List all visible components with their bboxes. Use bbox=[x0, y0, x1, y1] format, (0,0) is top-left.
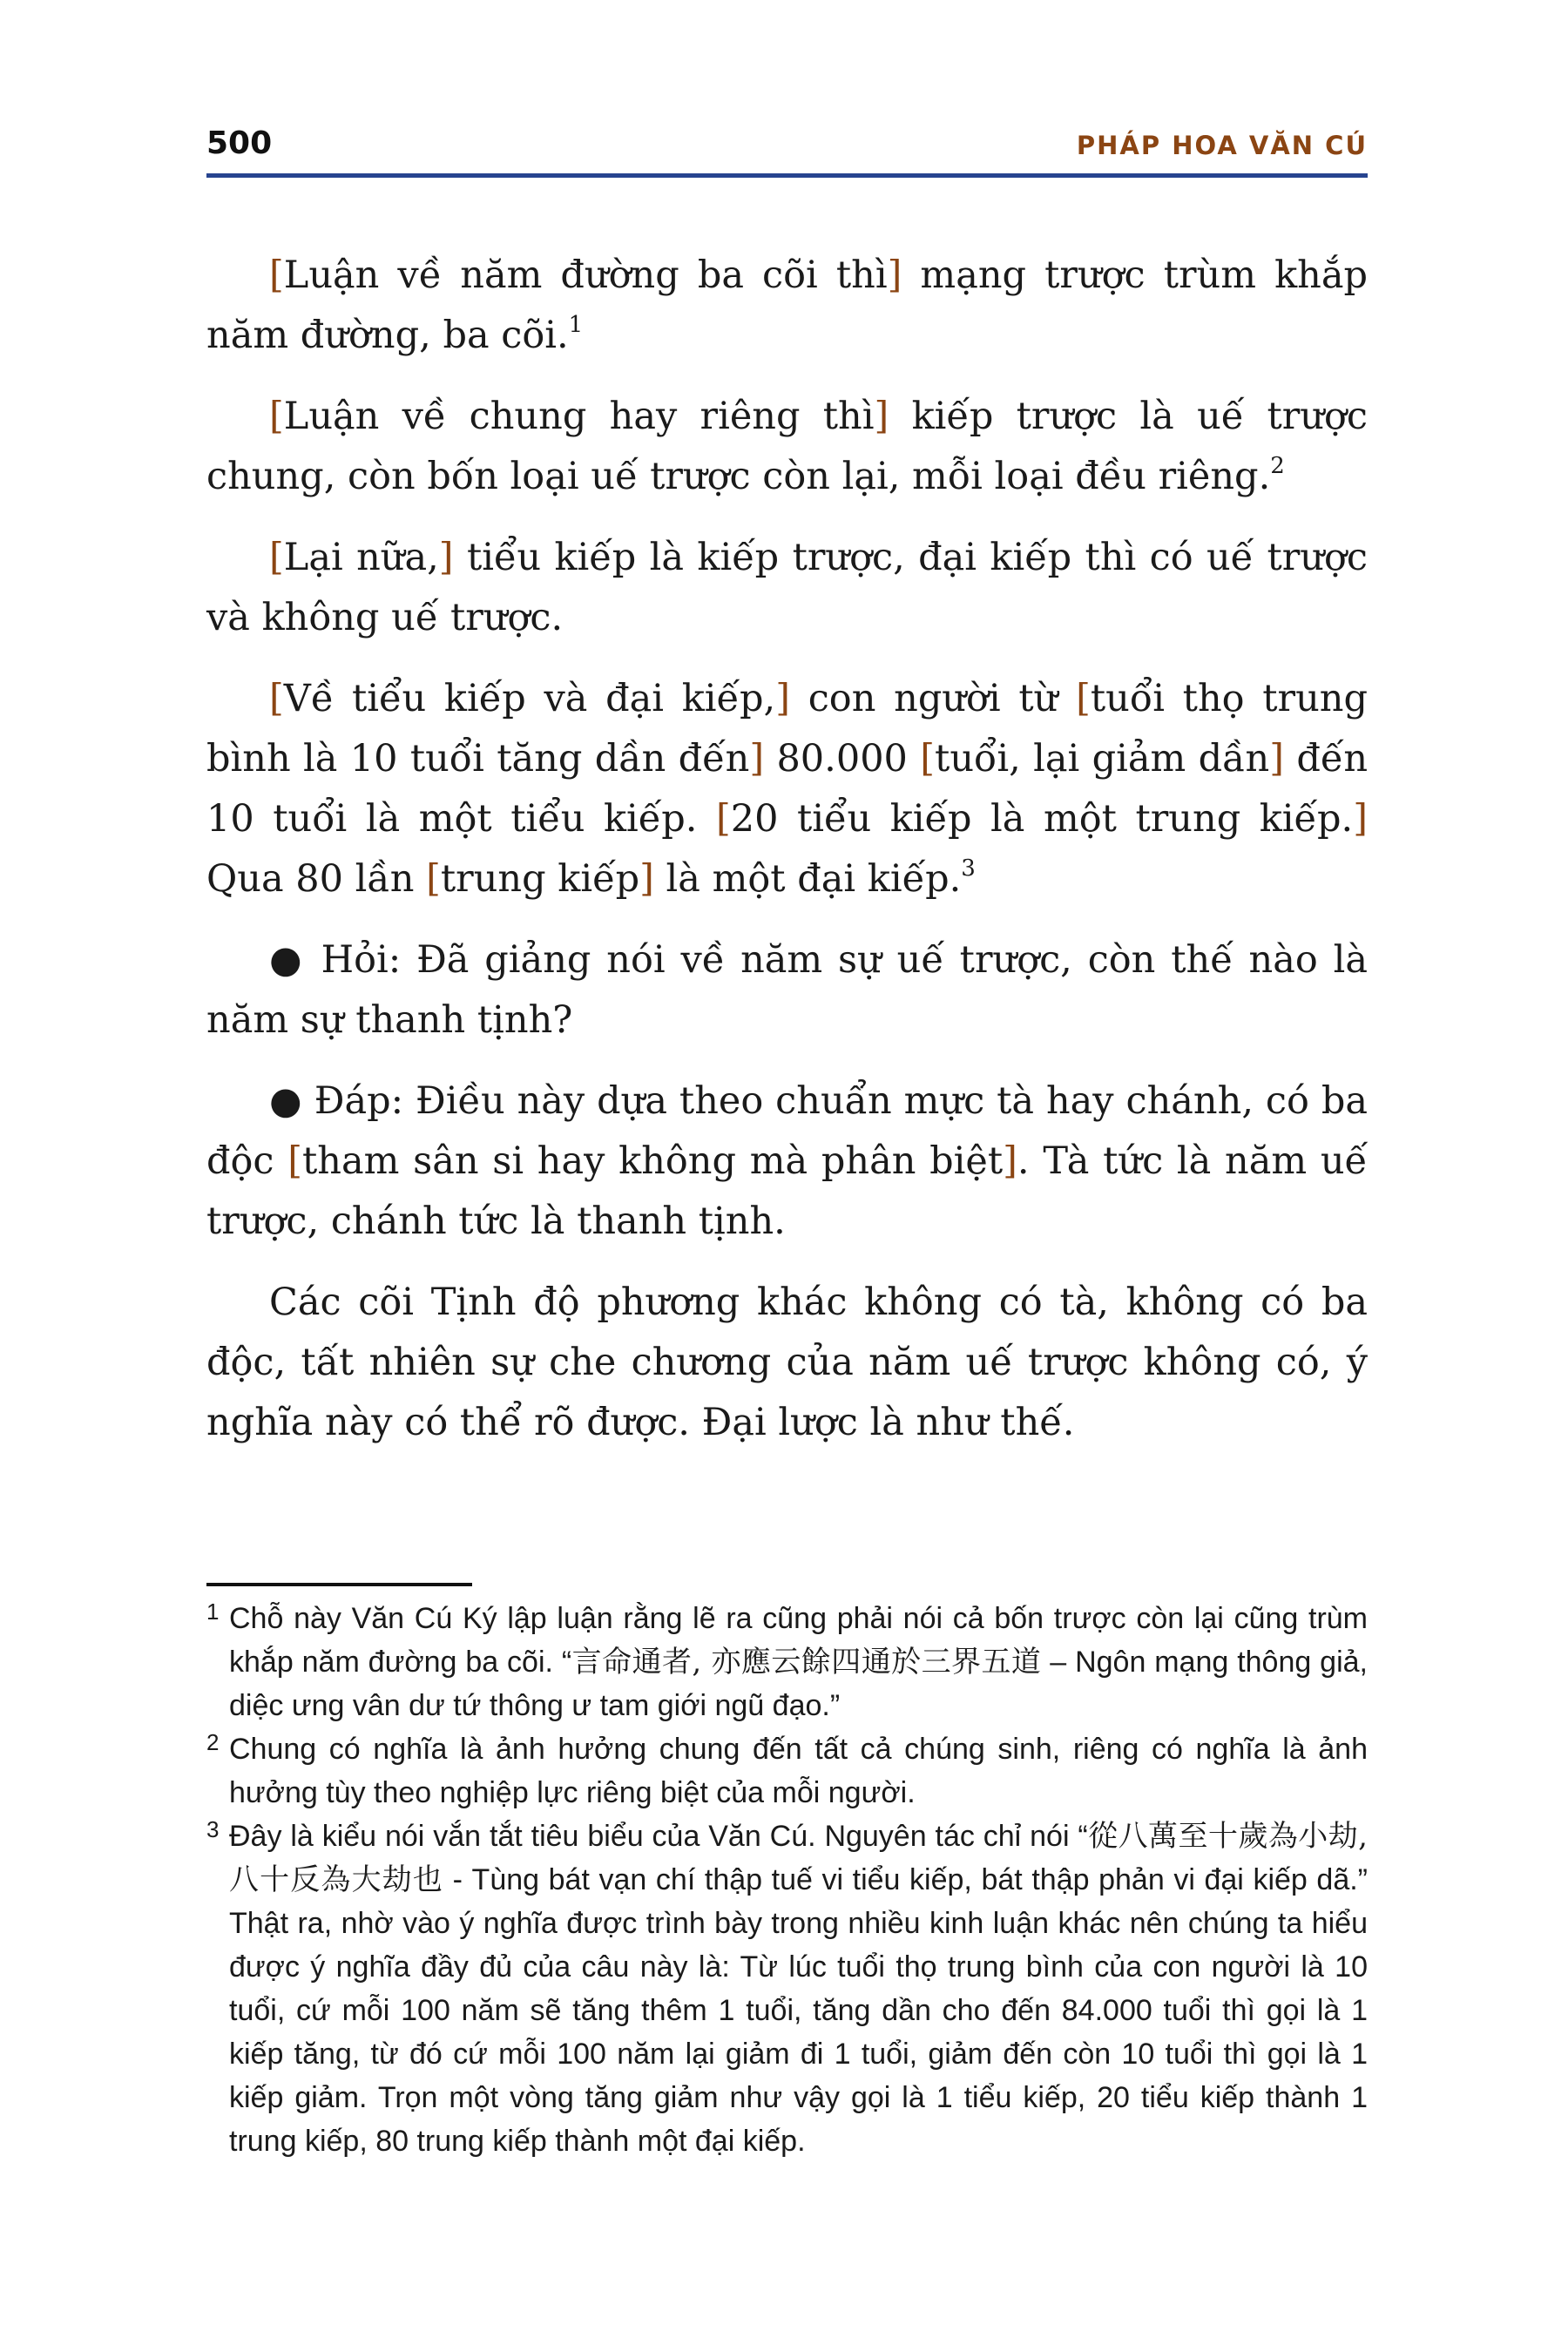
bracket-close: ] bbox=[874, 395, 889, 438]
page-number: 500 bbox=[206, 125, 273, 161]
paragraph-7 bbox=[206, 1273, 1368, 1453]
bracket-open: [ bbox=[269, 536, 284, 579]
footnote-2: 2 Chung có nghĩa là ảnh hưởng chung đến tất cả chúng sinh, riêng có nghĩa là ảnh hưởng tùy theo nghiệp lực riêng biệt của mỗi người. bbox=[206, 1729, 1368, 1809]
editorial-insertion: tham sân si hay không mà phân biệt bbox=[302, 1139, 1004, 1183]
footnote-text: Chung có nghĩa là ảnh hưởng chung đến tất cả chúng sinh, riêng có nghĩa là ảnh hưởng tùy theo nghiệp lực riêng biệt của mỗi người. bbox=[229, 1733, 1368, 1809]
bracket-close: ] bbox=[1353, 797, 1368, 841]
paragraph-text: . Tà tức là năm uế trược, chánh tức là thanh tịnh. bbox=[206, 1139, 1368, 1243]
bracket-open: [ bbox=[715, 797, 731, 841]
bracket-close: ] bbox=[1003, 1139, 1017, 1183]
paragraph-text: kiếp trược là uế trược chung, còn bốn loại uế trược còn lại, mỗi loại đều riêng. bbox=[206, 395, 1369, 498]
running-title: PHÁP HOA VĂN CÚ bbox=[1076, 131, 1368, 160]
paragraph-question bbox=[206, 930, 1368, 1051]
bracket-open: [ bbox=[287, 1139, 303, 1183]
paragraph-text: Các cõi Tịnh độ phương khác không có tà, không có ba độc, tất nhiên sự che chương của năm uế trược không có, ý nghĩa này có thể rõ được. Đại lược là như thế. bbox=[206, 1281, 1368, 1444]
bracket-close: ] bbox=[749, 737, 765, 781]
footnotes bbox=[206, 1597, 1368, 2163]
bracket-open: [ bbox=[269, 395, 284, 438]
paragraph-1 bbox=[206, 246, 1368, 366]
paragraph-text: tiểu kiếp là kiếp trược, đại kiếp thì có uế trược và không uế trược. bbox=[206, 536, 1368, 639]
page-header bbox=[206, 122, 1368, 166]
paragraph-4 bbox=[206, 669, 1368, 909]
bracket-open: [ bbox=[426, 857, 441, 901]
footnote-text: Đây là kiểu nói vắn tắt tiêu biểu của Văn Cú. Nguyên tác chỉ nói “ bbox=[229, 1820, 1088, 1853]
paragraph-2 bbox=[206, 387, 1368, 507]
chinese-quote: 言命通者, 亦應云餘四通於三界五道 bbox=[571, 1645, 1042, 1680]
footnote-text: – Ngôn mạng thông giả, diệc ưng vân dư tứ thông ư tam giới ngũ đạo.” bbox=[229, 1646, 1368, 1722]
footnote-text: - Tùng bát vạn chí thập tuế vi tiểu kiếp, bát thập phản vi đại kiếp dã.” Thật ra, nhờ vào ý nghĩa được trình bày trong nhiều kinh luận khác nên chúng ta hiểu được ý nghĩa đầy đủ của câu này là: Từ lúc tuổi thọ trung bình của con người là 10 tuổi, cứ mỗi 100 năm sẽ tăng thêm 1 tuổi, tăng dần cho đến 84.000 tuổi thì gọi là 1 kiếp tăng, từ đó cứ mỗi 100 năm lại giảm đi 1 tuổi, giảm đến còn 10 tuổi thì gọi là 1 kiếp giảm. Trọn một vòng tăng giảm như vậy gọi là 1 tiểu kiếp, 20 tiểu kiếp thành 1 trung kiếp, 80 trung kiếp thành một đại kiếp. bbox=[229, 1863, 1369, 2158]
paragraph-text: đến 10 tuổi là một tiểu kiếp. bbox=[206, 737, 1369, 841]
header-rule bbox=[206, 173, 1368, 178]
footnote-ref-3[interactable]: 3 bbox=[961, 855, 976, 882]
chinese-quote: 從八萬至十歲為小劫, 八十反為大劫也 bbox=[229, 1819, 1368, 1897]
bracket-open: [ bbox=[920, 737, 936, 781]
editorial-insertion: Luận về chung hay riêng thì bbox=[283, 395, 875, 438]
paragraph-text: con người từ bbox=[790, 677, 1077, 720]
footnote-ref-1[interactable]: 1 bbox=[568, 312, 584, 338]
body-text bbox=[206, 246, 1368, 1474]
bracket-close: ] bbox=[887, 253, 902, 297]
editorial-insertion: trung kiếp bbox=[440, 857, 640, 901]
editorial-insertion: Về tiểu kiếp và đại kiếp, bbox=[283, 677, 776, 720]
editorial-insertion: tuổi, lại giảm dần bbox=[935, 737, 1270, 781]
paragraph-text: Qua 80 lần bbox=[206, 857, 427, 901]
paragraph-text: Hỏi: Đã giảng nói về năm sự uế trược, còn thế nào là năm sự thanh tịnh? bbox=[206, 938, 1368, 1042]
paragraph-text: Đáp: Điều này dựa theo chuẩn mực tà hay chánh, có ba độc bbox=[206, 1079, 1368, 1183]
paragraph-text: mạng trược trùm khắp năm đường, ba cõi. bbox=[206, 253, 1368, 357]
book-page bbox=[206, 0, 1368, 2352]
bracket-close: ] bbox=[639, 857, 654, 901]
paragraph-answer bbox=[206, 1071, 1368, 1252]
bullet-icon: ● bbox=[269, 938, 306, 982]
bracket-close: ] bbox=[438, 536, 454, 579]
bracket-close: ] bbox=[775, 677, 790, 720]
bracket-close: ] bbox=[1269, 737, 1284, 781]
bracket-open: [ bbox=[1076, 677, 1091, 720]
bracket-open: [ bbox=[269, 677, 284, 720]
footnote-3: 3 Đây là kiểu nói vắn tắt tiêu biểu của Văn Cú. Nguyên tác chỉ nói “從八萬至十歲為小劫, 八十反為大劫也 - Tùng bát vạn chí thập tuế vi tiểu kiếp, bát thập phản vi đại kiếp dã.” Thật ra, nhờ vào ý nghĩa được trình bày trong nhiều kinh luận khác nên chúng ta hiểu được ý nghĩa đầy đủ của câu này là: Từ lúc tuổi thọ trung bình của con người là 10 tuổi, cứ mỗi 100 năm sẽ tăng thêm 1 tuổi, tăng dần cho đến 84.000 tuổi thì gọi là 1 kiếp tăng, từ đó cứ mỗi 100 năm lại giảm đi 1 tuổi, giảm đến còn 10 tuổi thì gọi là 1 kiếp giảm. Trọn một vòng tăng giảm như vậy gọi là 1 tiểu kiếp, 20 tiểu kiếp thành 1 trung kiếp, 80 trung kiếp thành một đại kiếp. bbox=[206, 1816, 1369, 2158]
footnote-text: Chỗ này Văn Cú Ký lập luận rằng lẽ ra cũng phải nói cả bốn trược còn lại cũng trùm khắp năm đường ba cõi. “ bbox=[229, 1602, 1368, 1679]
footnote-1: 1 Chỗ này Văn Cú Ký lập luận rằng lẽ ra cũng phải nói cả bốn trược còn lại cũng trùm khắp năm đường ba cõi. “言命通者, 亦應云餘四通於三界五道 – Ngôn mạng thông giả, diệc ưng vân dư tứ thông ư tam giới ngũ đạo.” bbox=[206, 1598, 1368, 1722]
bracket-open: [ bbox=[269, 253, 284, 297]
footnote-separator bbox=[206, 1583, 472, 1586]
paragraph-3 bbox=[206, 528, 1368, 648]
editorial-insertion: Luận về năm đường ba cõi thì bbox=[283, 253, 888, 297]
editorial-insertion: 20 tiểu kiếp là một trung kiếp. bbox=[730, 797, 1354, 841]
paragraph-text: là một đại kiếp. bbox=[653, 857, 962, 901]
bullet-icon: ● bbox=[269, 1079, 302, 1123]
paragraph-text: 80.000 bbox=[764, 737, 921, 781]
editorial-insertion: Lại nữa, bbox=[283, 536, 439, 579]
editorial-insertion: tuổi thọ trung bình là 10 tuổi tăng dần đến bbox=[206, 677, 1369, 781]
footnote-ref-2[interactable]: 2 bbox=[1270, 453, 1285, 479]
